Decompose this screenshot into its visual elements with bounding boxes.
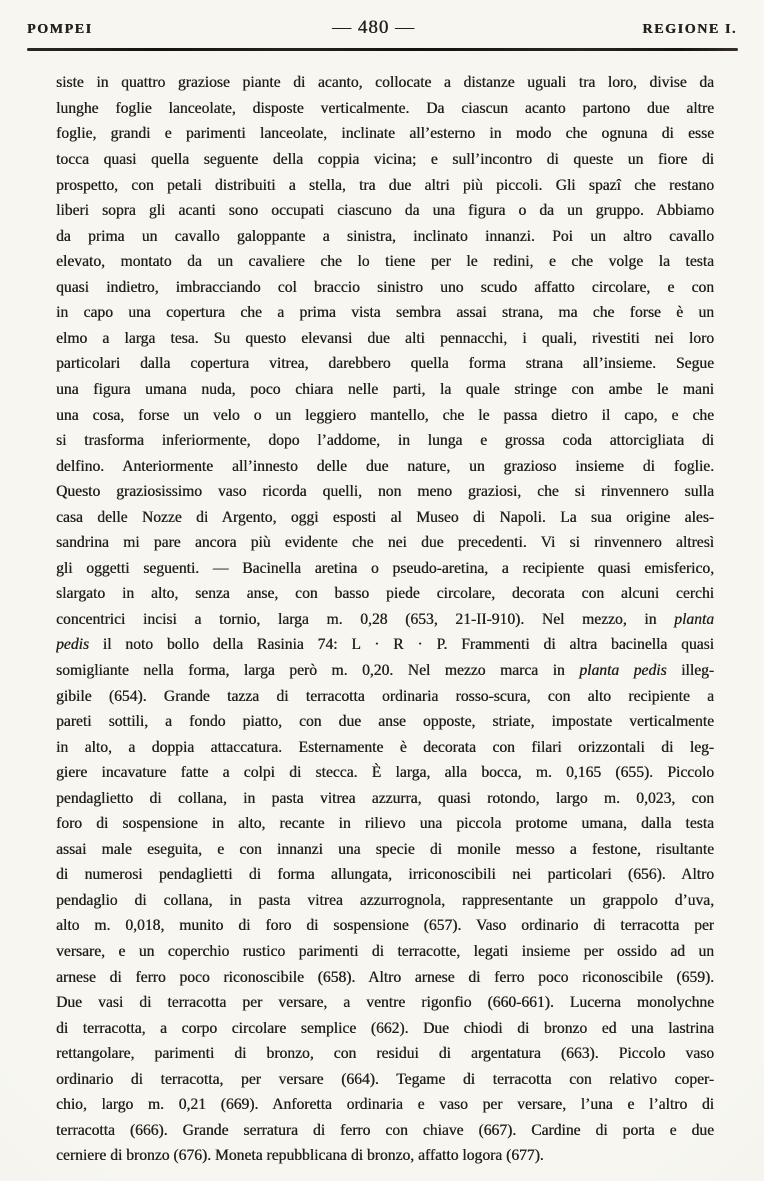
text-segment: pareti sottili, a fondo piatto, con due anse opposte, striate, impostate verticalmente <box>56 713 714 731</box>
text-line <box>56 454 714 480</box>
text-line <box>56 735 714 761</box>
text-segment: versare, e un coperchio rustico parimenti di terracotte, legati insieme per ossido ad un <box>56 942 714 960</box>
text-segment: siste in quattro graziose piante di acanto, collocate a distanze uguali tra loro, divise da <box>56 74 714 92</box>
text-line <box>56 556 714 582</box>
text-line <box>56 811 714 837</box>
text-segment: elmo a larga tesa. Su questo elevansi due alti pennacchi, i quali, rivestiti nei loro <box>56 329 714 347</box>
text-segment: una cosa, forse un velo o un leggiero mantello, che le passa dietro il capo, e che <box>56 406 714 424</box>
text-line <box>56 173 714 199</box>
body-text <box>56 70 714 1169</box>
text-segment: cerniere di bronzo (676). Moneta repubblicana di bronzo, affatto logora (677). <box>56 1147 544 1165</box>
italic-text-segment: planta <box>674 610 714 628</box>
text-line <box>56 403 714 429</box>
text-segment: assai male eseguita, e con innanzi una specie di monile messo a festone, risultante <box>56 840 714 858</box>
text-segment: terracotta (666). Grande serratura di ferro con chiave (667). Cardine di porta e due <box>56 1121 714 1139</box>
text-line <box>56 965 714 991</box>
running-head-right: REGIONE I. <box>642 22 737 37</box>
italic-text-segment: planta pedis <box>579 661 667 679</box>
text-segment: in capo una copertura che a prima vista sembra assai strana, ma che forse è un <box>56 304 714 322</box>
text-line <box>56 1016 714 1042</box>
text-line <box>56 1092 714 1118</box>
text-line <box>56 70 714 96</box>
text-segment: foro di sospensione in alto, recante in rilievo una piccola protome umana, dalla testa <box>56 815 714 833</box>
text-segment: tocca quasi quella seguente della coppia vicina; e sull’incontro di queste un fiore di <box>56 151 714 169</box>
text-segment: di terracotta, a corpo circolare semplice (662). Due chiodi di bronzo ed una lastrina <box>56 1019 714 1037</box>
text-line <box>56 939 714 965</box>
text-line <box>56 581 714 607</box>
text-segment: quasi indietro, imbracciando col braccio sinistro uno scudo affatto circolare, e con <box>56 278 714 296</box>
text-segment: slargato in alto, senza anse, con basso piede circolare, decorata con alcuni cerchi <box>56 585 714 603</box>
text-line <box>56 1041 714 1067</box>
page-header <box>0 0 764 39</box>
text-segment: lunghe foglie lanceolate, disposte verticalmente. Da ciascun acanto partono due altre <box>56 99 714 117</box>
text-segment: il noto bollo della Rasinia 74: L · R · P. Frammenti di altra bacinella quasi <box>88 636 714 654</box>
text-line <box>56 428 714 454</box>
text-segment: gibile (654). Grande tazza di terracotta ordinaria rosso-scura, con alto recipiente a <box>56 687 714 705</box>
text-segment: sandrina mi pare ancora più evidente che nei due precedenti. Vi si rinvennero altresì <box>56 534 714 552</box>
text-line <box>56 96 714 122</box>
header-rule <box>27 48 738 51</box>
text-segment: chio, largo m. 0,21 (669). Anforetta ordinaria e vaso per versare, l’una e l’altro di <box>56 1096 714 1114</box>
text-line <box>56 530 714 556</box>
text-line <box>56 632 714 658</box>
text-segment: illeg- <box>666 661 714 679</box>
text-line <box>56 1143 714 1169</box>
text-line <box>56 326 714 352</box>
text-segment: elevato, montato da un cavaliere che lo tiene per le redini, e che volge la testa <box>56 253 714 271</box>
text-segment: da prima un cavallo galoppante a sinistra, inclinato innanzi. Poi un altro cavallo <box>56 227 714 245</box>
page-number: — 480 — <box>332 17 415 38</box>
text-line <box>56 684 714 710</box>
text-segment: particolari dalla copertura vitrea, darebbero quella forma strana all’insieme. Segue <box>56 355 714 373</box>
text-line <box>56 760 714 786</box>
text-segment: concentrici incisi a tornio, larga m. 0,28 (653, 21-II-910). Nel mezzo, in <box>56 610 675 628</box>
text-line <box>56 990 714 1016</box>
text-line <box>56 607 714 633</box>
text-segment: arnese di ferro poco riconoscibile (658). Altro arnese di ferro poco riconoscibile (659). <box>56 968 714 986</box>
text-line <box>56 479 714 505</box>
text-segment: alto m. 0,018, munito di foro di sospensione (657). Vaso ordinario di terracotta per <box>56 917 714 935</box>
text-segment: giere incavature fatte a colpi di stecca. È larga, alla bocca, m. 0,165 (655). Piccolo <box>56 764 714 782</box>
text-segment: liberi sopra gli acanti sono occupati ciascuno da una figura o da un gruppo. Abbiamo <box>56 202 714 220</box>
text-segment: delfino. Anteriormente all’innesto delle due nature, un grazioso insieme di foglie. <box>56 457 714 475</box>
text-line <box>56 1118 714 1144</box>
text-segment: in alto, a doppia attaccatura. Esternamente è decorata con filari orizzontali di leg- <box>56 738 714 756</box>
text-line <box>56 505 714 531</box>
text-segment: pendaglio di collana, in pasta vitrea azzurrognola, rappresentante un grappolo d’uva, <box>56 891 714 909</box>
text-segment: prospetto, con petali distribuiti a stella, tra due altri più piccoli. Gli spazî che restano <box>56 176 714 194</box>
text-segment: ordinario di terracotta, per versare (664). Tegame di terracotta con relativo coper- <box>56 1070 714 1088</box>
text-line <box>56 837 714 863</box>
text-segment: somigliante nella forma, larga però m. 0,20. Nel mezzo marca in <box>56 661 580 679</box>
text-segment: Questo graziosissimo vaso ricorda quelli, non meno graziosi, che si rinvennero sulla <box>56 483 714 501</box>
text-line <box>56 709 714 735</box>
text-line <box>56 888 714 914</box>
text-line <box>56 275 714 301</box>
text-line <box>56 1067 714 1093</box>
text-segment: rettangolare, parimenti di bronzo, con residui di argentatura (663). Piccolo vaso <box>56 1045 714 1063</box>
running-head-left: POMPEI <box>27 22 93 37</box>
text-segment: pendaglietto di collana, in pasta vitrea azzurra, quasi rotondo, largo m. 0,023, con <box>56 789 714 807</box>
text-segment: gli oggetti seguenti. — Bacinella aretina o pseudo-aretina, a recipiente quasi emisferico, <box>56 559 714 577</box>
text-line <box>56 913 714 939</box>
italic-text-segment: pedis <box>56 636 89 654</box>
text-segment: una figura umana nuda, poco chiara nelle parti, la quale stringe con ambe le mani <box>56 380 714 398</box>
text-line <box>56 862 714 888</box>
text-line <box>56 121 714 147</box>
text-line <box>56 658 714 684</box>
text-line <box>56 147 714 173</box>
text-segment: di numerosi pendaglietti di forma allungata, irriconoscibili nei particolari (656). Altro <box>56 866 714 884</box>
text-line <box>56 351 714 377</box>
text-segment: si trasforma inferiormente, dopo l’addome, in lunga e grossa coda attorcigliata di <box>56 432 714 450</box>
text-segment: casa delle Nozze di Argento, oggi esposti al Museo di Napoli. La sua origine ales- <box>56 508 714 526</box>
text-line <box>56 786 714 812</box>
text-line <box>56 249 714 275</box>
text-line <box>56 198 714 224</box>
text-segment: Due vasi di terracotta per versare, a ventre rigonfio (660-661). Lucerna monolychne <box>56 994 714 1012</box>
text-segment: foglie, grandi e parimenti lanceolate, inclinate all’esterno in modo che ognuna di esse <box>56 125 714 143</box>
text-line <box>56 224 714 250</box>
text-line <box>56 377 714 403</box>
text-line <box>56 300 714 326</box>
